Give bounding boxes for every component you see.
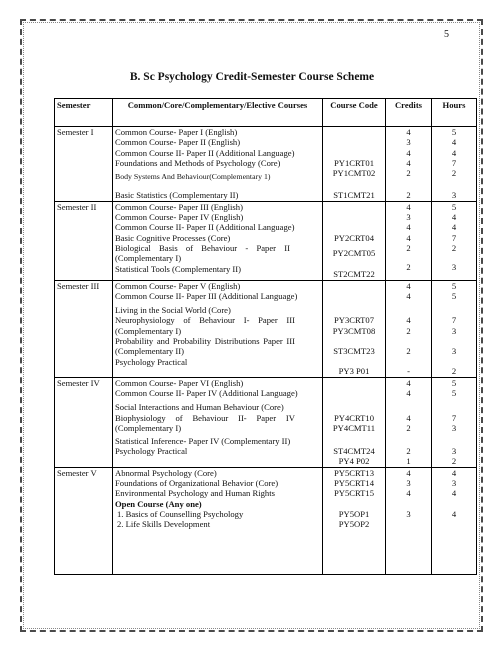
hours-value: 3: [451, 262, 457, 273]
credit-value: 2: [406, 422, 411, 433]
course-code: ST4CMT24: [333, 446, 375, 457]
course-name: Common Course- Paper V (English): [115, 280, 241, 291]
credits-cell: [386, 280, 432, 377]
table-row: [55, 201, 477, 280]
course-name: Basic Cognitive Processes (Core): [115, 232, 231, 243]
course-name: Foundations of Organizational Behavior (Core): [115, 478, 279, 489]
course-code: PY5CRT14: [333, 478, 375, 489]
table-row: [55, 467, 477, 574]
hours-value: 2: [451, 168, 457, 179]
course-name: Common Course II- Paper II (Additional Language): [115, 222, 295, 233]
course-name: Psychology Practical: [115, 446, 188, 457]
course-code-cell: [323, 280, 386, 377]
course-scheme-table: [54, 98, 477, 575]
credit-value: 4: [406, 488, 411, 499]
credit-value: 4: [406, 147, 411, 158]
courses-cell: [113, 127, 323, 202]
hours-value: 7: [451, 232, 457, 243]
credit-value: 4: [406, 412, 411, 423]
course-name: Neurophysiology of Behaviour I- Paper III (Complementary I): [115, 315, 295, 336]
course-code: PY3CRT07: [333, 315, 375, 326]
semester-cell: Semester V: [55, 467, 113, 574]
course-name: Social Interactions and Human Behaviour (Core): [115, 402, 284, 413]
course-name: Environmental Psychology and Human Rights: [115, 488, 275, 499]
course-name: Common Course- Paper III (English): [115, 201, 243, 212]
courses-cell: [113, 377, 323, 467]
credit-value: 2: [406, 262, 411, 273]
hours-value: 3: [451, 422, 457, 433]
course-code: PY2CMT05: [332, 247, 376, 258]
course-code: PY4CMT11: [332, 422, 376, 433]
table-header-row: [55, 99, 477, 127]
course-name: Statistical Inference- Paper IV (Complementary II): [115, 436, 291, 447]
hours-cell: [432, 201, 477, 280]
credit-value: 4: [406, 387, 411, 398]
course-name: Body Systems And Behaviour(Complementary 1): [115, 172, 271, 182]
hours-value: 2: [451, 456, 457, 467]
credit-value: 2: [406, 190, 411, 201]
hours-value: 2: [451, 366, 457, 377]
hours-value: 7: [451, 157, 457, 168]
table-row: [55, 127, 477, 202]
course-name: Common Course II- Paper IV (Additional Language): [115, 387, 298, 398]
hours-value: 3: [451, 346, 457, 357]
course-name: Basic Statistics (Complementary II): [115, 190, 239, 201]
hours-value: 5: [451, 201, 457, 212]
course-code: PY5OP1: [338, 508, 370, 519]
hours-value: 4: [451, 147, 457, 158]
course-name: Abnormal Psychology (Core): [115, 467, 217, 478]
credits-cell: [386, 127, 432, 202]
credit-value: 2: [406, 446, 411, 457]
hours-cell: [432, 280, 477, 377]
course-code-cell: [323, 201, 386, 280]
header-course-code: Course Code: [323, 99, 386, 127]
table-row: [55, 377, 477, 467]
credit-value: 3: [406, 508, 411, 519]
credit-value: 4: [406, 280, 411, 291]
credit-value: 1: [406, 456, 411, 467]
credit-value: 4: [406, 315, 411, 326]
course-code: PY5OP2: [338, 519, 370, 530]
hours-cell: [432, 467, 477, 574]
header-credits: Credits: [386, 99, 432, 127]
hours-value: 7: [451, 315, 457, 326]
course-code: PY5CRT15: [333, 488, 375, 499]
semester-cell: Semester IV: [55, 377, 113, 467]
header-semester: Semester: [55, 99, 113, 127]
semester-cell: Semester III: [55, 280, 113, 377]
course-name: Common Course- Paper II (English): [115, 137, 241, 148]
course-name: Living in the Social World (Core): [115, 305, 231, 316]
credit-value: -: [407, 366, 410, 377]
hours-value: 4: [451, 212, 457, 223]
hours-value: 5: [451, 290, 457, 301]
course-name: Common Course- Paper IV (English): [115, 212, 244, 223]
credit-value: 2: [406, 242, 411, 253]
hours-value: 3: [451, 190, 457, 201]
document-title: B. Sc Psychology Credit-Semester Course Scheme: [129, 71, 375, 83]
hours-value: 4: [451, 488, 457, 499]
course-code: ST3CMT23: [333, 346, 375, 357]
hours-value: 5: [451, 127, 457, 137]
credit-value: 3: [406, 212, 411, 223]
course-code-cell: [323, 467, 386, 574]
course-code: PY1CMT02: [332, 168, 376, 179]
credit-value: 3: [406, 137, 411, 148]
page-number: 5: [444, 29, 449, 40]
credit-value: 3: [406, 478, 411, 489]
credit-value: 2: [406, 346, 411, 357]
credit-value: 4: [406, 467, 411, 478]
header-courses: Common/Core/Complementary/Elective Courses: [113, 99, 323, 127]
courses-cell: [113, 280, 323, 377]
hours-cell: [432, 377, 477, 467]
hours-value: 4: [451, 467, 457, 478]
course-name: Biological Basis of Behaviour - Paper II (Complementary I): [115, 242, 290, 264]
course-code: PY5CRT13: [333, 467, 375, 478]
course-name: Psychology Practical: [115, 356, 188, 367]
credits-cell: [386, 201, 432, 280]
hours-value: 7: [451, 412, 457, 423]
table-row: [55, 280, 477, 377]
course-code-cell: [323, 377, 386, 467]
course-code: ST2CMT22: [333, 269, 375, 280]
credit-value: 4: [406, 127, 411, 137]
header-hours: Hours: [432, 99, 477, 127]
course-code-cell: [323, 127, 386, 202]
courses-cell: [113, 201, 323, 280]
course-code: PY4CRT10: [333, 412, 375, 423]
course-code: PY3CMT08: [332, 325, 376, 336]
course-name: Common Course- Paper I (English): [115, 127, 238, 137]
hours-value: 5: [451, 387, 457, 398]
hours-value: 5: [451, 377, 457, 388]
hours-cell: [432, 127, 477, 202]
hours-value: 4: [451, 222, 457, 233]
credit-value: 4: [406, 290, 411, 301]
credit-value: 4: [406, 377, 411, 388]
course-code: PY1CRT01: [333, 157, 375, 168]
course-code: PY4 P02: [338, 456, 370, 467]
course-name: Statistical Tools (Complementary II): [115, 263, 241, 274]
course-name: 1. Basics of Counselling Psychology: [117, 508, 244, 519]
credit-value: 4: [406, 201, 411, 212]
course-name: Common Course II- Paper II (Additional Language): [115, 147, 295, 158]
course-code: PY3 P01: [338, 366, 370, 377]
hours-value: 2: [451, 242, 457, 253]
credit-value: 4: [406, 222, 411, 233]
hours-value: 3: [451, 446, 457, 457]
hours-value: 4: [451, 137, 457, 148]
credit-value: 4: [406, 232, 411, 243]
courses-cell: [113, 467, 323, 574]
hours-value: 5: [451, 280, 457, 291]
course-name: 2. Life Skills Development: [117, 519, 211, 530]
credits-cell: [386, 377, 432, 467]
course-name: Biophysiology of Behaviour II- Paper IV (Complementary I): [115, 412, 295, 433]
hours-value: 3: [451, 325, 457, 336]
credit-value: 2: [406, 168, 411, 179]
semester-cell: Semester I: [55, 127, 113, 202]
course-name: Foundations and Methods of Psychology (Core): [115, 157, 281, 168]
course-name: Common Course- Paper VI (English): [115, 377, 244, 388]
course-code: ST1CMT21: [333, 190, 375, 201]
semester-cell: Semester II: [55, 201, 113, 280]
course-name: Common Course II- Paper III (Additional Language): [115, 290, 298, 301]
hours-value: 4: [451, 508, 457, 519]
credit-value: 2: [406, 325, 411, 336]
course-code: PY2CRT04: [333, 232, 375, 243]
open-course-heading: Open Course (Any one): [115, 498, 202, 509]
hours-value: 3: [451, 478, 457, 489]
credit-value: 4: [406, 157, 411, 168]
credits-cell: [386, 467, 432, 574]
course-name: Probability and Probability Distributions Paper III (Complementary II): [115, 336, 295, 357]
